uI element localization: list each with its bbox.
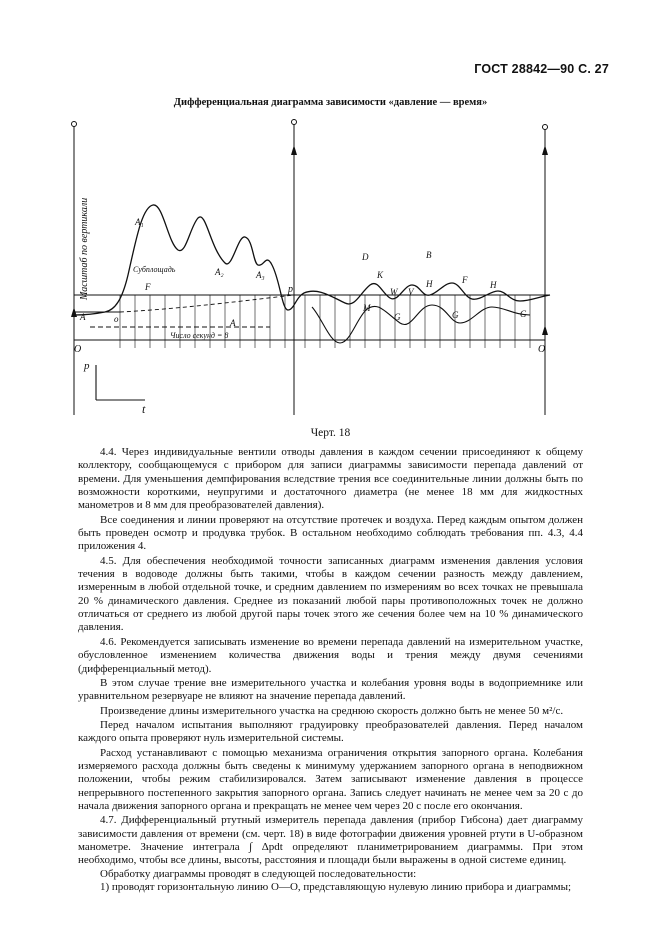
pressure-time-diagram <box>60 115 570 415</box>
label-g1: G <box>394 312 401 322</box>
label-a-mid: A <box>230 318 236 328</box>
body-text <box>78 446 583 894</box>
label-k: K <box>377 270 384 280</box>
paragraph: Расход устанавливают с помощью механизма ограничения открытия запорного органа. Колебания измеряемого расхода должны быть сведены к минимуму удержанием запорного органа в неподвижном положении, чтобы режим стабилизировался. Затем записывают изменение давления в процессе непрерывного постепенного закрытия запорного органа. Запись следует начинать не менее чем за 20 с до начала движения запорного органа и прекращать не менее чем через 20 с после его окончания. <box>78 746 583 812</box>
label-o-right: O <box>538 344 546 355</box>
label-w: W <box>390 287 398 297</box>
label-seconds: Число секунд = 8 <box>170 331 229 340</box>
paragraph: 4.5. Для обеспечения необходимой точности записанных диаграмм изменения давления условия течения в водоводе должны быть такими, чтобы в каждом сечении разность между давлением, измеренным в любой отдельной точке, и средним давлением по измерениям во всех точках не превышала 20 % динамического давления. Среднее из показаний любой пары противоположных точек не должно отличаться от среднего из любой другой пары точек этого же сечения более чем на 10 % динамического давления. <box>78 554 583 634</box>
label-sublattice: Субплощадь <box>133 265 176 274</box>
dashed-line <box>120 295 294 312</box>
label-a-left: A <box>80 312 86 322</box>
label-p-axis: p <box>84 360 90 372</box>
label-b: B <box>426 250 432 260</box>
label-a3: A₃ <box>256 270 265 280</box>
label-f-left: F <box>145 282 151 292</box>
reference-lines <box>74 295 550 340</box>
paragraph: Все соединения и линии проверяют на отсутствие протечек и воздуха. Перед каждым опытом должен быть проведен осмотр и продувка трубок. В остальном необходимо соблюдать требования пп. 4.3, 4.4 приложения 4. <box>78 513 583 553</box>
label-v: V <box>408 287 414 297</box>
label-g2: G <box>452 310 459 320</box>
paragraph: 4.6. Рекомендуется записывать изменение во времени перепада давлений на измерительном участке, обусловленное изменением количества движения воды и трения между двумя сечениями (дифференциальный метод). <box>78 635 583 675</box>
label-d: D <box>362 252 369 262</box>
paragraph: 1) проводят горизонтальную линию O—O, представляющую нулевую линию прибора и диаграммы; <box>100 881 572 893</box>
label-t-axis: t <box>142 402 146 415</box>
paragraph: Произведение длины измерительного участка на среднюю скорость должно быть не менее 50 м²/с. <box>100 704 564 717</box>
paragraph: 4.7. Дифференциальный ртутный измеритель перепада давления (прибор Гибсона) дает диаграмму зависимости давления от времени (см. черт. 18) в виде фотографии движения уровней ртути в U-образном манометре. Значение интеграла ∫ Δpdt определяют планиметрированием диаграммы. При этом необходимо, чтобы все длины, высоты, расстояния и площади были выражены в одной системе единиц. <box>78 814 583 867</box>
figure-title: Дифференциальная диаграмма зависимости «давление — время» <box>173 97 488 108</box>
label-f-right: F <box>462 275 468 285</box>
arrow-heads <box>71 145 548 335</box>
label-scale-vertical: Масштаб по вертикали <box>79 197 90 300</box>
secondary-curve <box>312 305 530 343</box>
figure-caption: Черт. 18 <box>310 427 351 439</box>
label-p-mid: p <box>288 284 293 295</box>
paragraph: В этом случае трение вне измерительного участка и колебания уровня воды в водоприемнике или уравнительном резервуаре не влияют на значение перепада давлений. <box>78 676 583 703</box>
pt-axes <box>96 365 145 400</box>
label-g3: G <box>520 309 527 319</box>
diagram-svg <box>60 115 570 415</box>
label-a1: A₁ <box>135 217 144 227</box>
page-header: ГОСТ 28842—90 С. 27 <box>474 62 609 76</box>
label-o-small: o <box>114 314 119 324</box>
label-m: M <box>363 303 371 313</box>
pressure-curve <box>74 205 550 315</box>
label-o-left: O <box>74 344 82 355</box>
label-h1: H <box>426 279 433 289</box>
label-h2: H <box>490 280 497 290</box>
paragraph: Обработку диаграммы проводят в следующей последовательности: <box>100 867 417 880</box>
paragraph: Перед началом испытания выполняют градуировку преобразователей давления. Перед началом каждого опыта проверяют нуль измерительной системы. <box>78 718 583 745</box>
paragraph: 4.4. Через индивидуальные вентили отводы давления в каждом сечении присоединяют к общему коллектору, сообщающемуся с прибором для записи диаграммы зависимости перепада давлений от времени. Для уменьшения демпфирования вследствие трения все соединительные линии должны быть по возможности короткими, неупругими и достаточного диаметра (не менее 18 мм для жидкостных манометров и 8 мм для преобразователей давления). <box>78 446 583 512</box>
label-a2: A₂ <box>215 267 224 277</box>
